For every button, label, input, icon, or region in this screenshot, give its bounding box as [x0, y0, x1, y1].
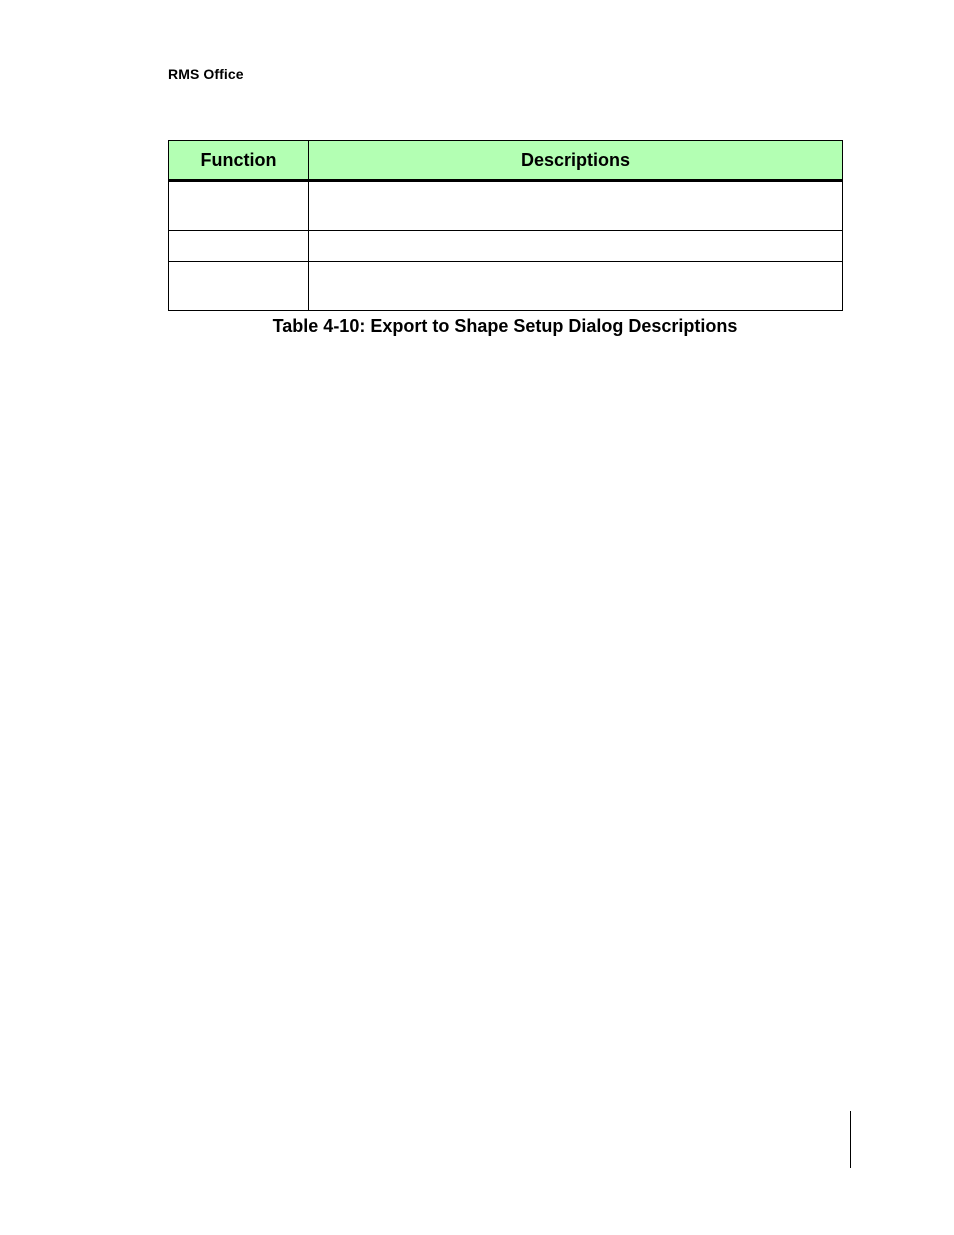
table-row: [169, 231, 843, 262]
description-cell: [309, 262, 843, 311]
function-cell: [169, 231, 309, 262]
function-cell: [169, 181, 309, 231]
table-row: [169, 181, 843, 231]
table-header-row: [169, 141, 843, 181]
running-header-title: RMS Office: [168, 66, 244, 82]
column-header-descriptions: Descriptions: [309, 141, 843, 181]
page-margin-rule: [850, 1111, 851, 1168]
function-cell: [169, 262, 309, 311]
descriptions-table: [168, 140, 843, 311]
column-header-function: Function: [169, 141, 309, 181]
table-row: [169, 262, 843, 311]
description-cell: [309, 231, 843, 262]
table-caption: Table 4-10: Export to Shape Setup Dialog Descriptions: [272, 316, 738, 336]
description-cell: [309, 181, 843, 231]
